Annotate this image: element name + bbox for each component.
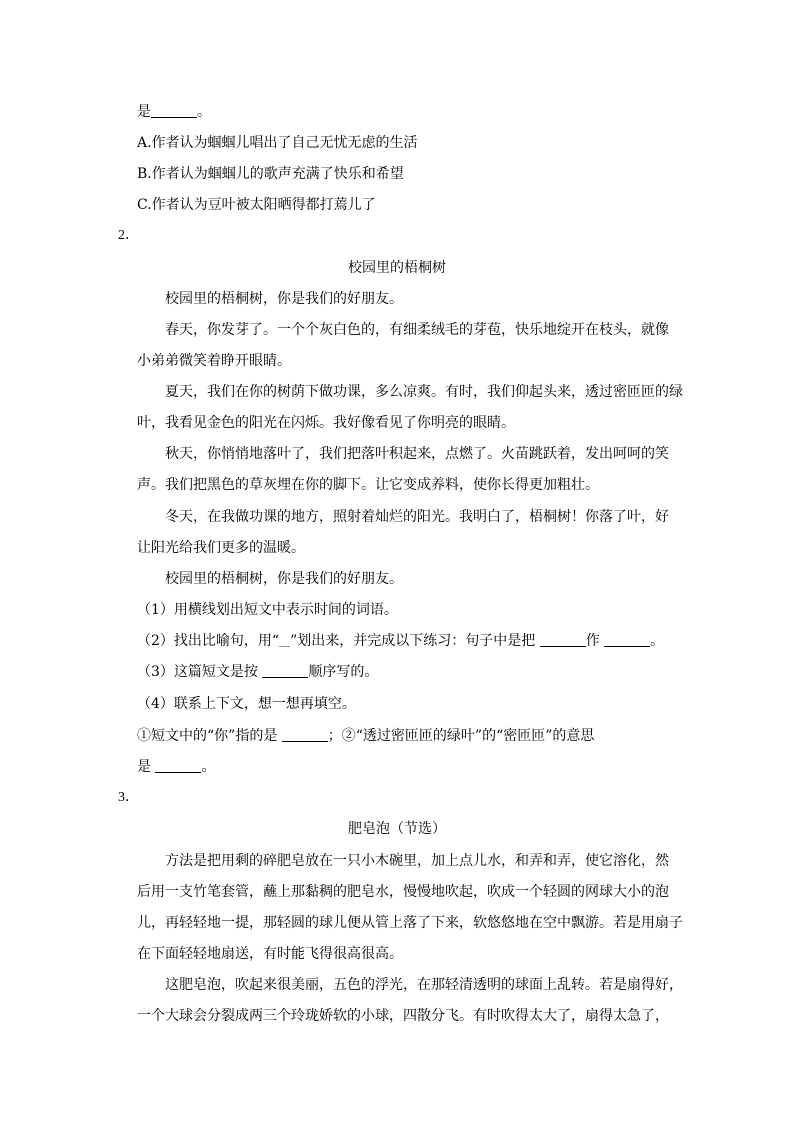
q2-sub4-text-d: 。 [201,759,216,775]
q2-paragraph-line: 声。我们把黑色的草灰埋在你的脚下。让它变成养料，使你长得更加粗壮。 [137,477,599,493]
q2-title: 校园里的梧桐树 [348,260,446,276]
q3-paragraph-line: 方法是把用剩的碎肥皂放在一只小木碗里，加上点儿水，和弄和弄，使它溶化，然 [165,853,669,869]
q2-paragraph-line: 秋天，你悄悄地落叶了，我们把落叶积起来，点燃了。火苗跳跃着，发出呵呵的笑 [165,446,669,462]
q1-prefix: 是 [137,104,151,120]
q2-sub3-text-a: （3）这篇短文是按 [137,664,263,680]
q2-sub2-blank-1[interactable] [540,632,586,647]
q2-paragraph-line: 春天，你发芽了。一个个灰白色的，有细柔绒毛的芽苞，快乐地绽开在枝头，就像 [165,322,669,338]
underline-mark: ＿ [279,635,291,648]
q2-paragraph-line: 冬天，在我做功课的地方，照射着灿烂的阳光。我明白了，梧桐树！你落了叶，好 [165,509,669,525]
q2-subquestion-1: （1）用横线划出短文中表示时间的词语。 [137,602,398,618]
q3-paragraph-line: 后用一支竹笔套管，蘸上那黏稠的肥皂水，慢慢地吹起，吹成一个轻圆的网球大小的泡 [137,884,669,900]
q1-option-b[interactable]: B.作者认为蝈蝈儿的歌声充满了快乐和希望 [137,166,404,182]
q3-paragraph-line: 儿，再轻轻地一提，那轻圆的球儿便从管上落了下来，软悠悠地在空中飘游。若是用扇子 [137,915,683,931]
q2-sub3-blank[interactable] [262,663,308,678]
q3-paragraph-line: 在下面轻轻地扇送，有时能飞得很高很高。 [137,946,403,962]
q2-sub2-text-d: 。 [650,633,665,649]
q1-option-a[interactable]: A.作者认为蝈蝈儿唱出了自己无忧无虑的生活 [137,135,418,151]
q1-answer-line [137,102,211,122]
q2-sub2-text-b: ”划出来，并完成以下练习：句子中是把 [290,633,540,649]
q2-sub4-text-b: ；②“透过密匝匝的绿叶”的“密匝匝”的意思 [327,728,595,744]
q2-sub4-text-c: 是 [137,759,156,775]
q2-sub2-text-a: （2）找出比喻句，用“ [137,633,280,649]
q2-paragraph-line: 让阳光给我们更多的温暖。 [137,540,305,556]
q3-paragraph-line: 这肥皂泡，吹起来很美丽，五色的浮光，在那轻清透明的球面上乱转。若是扇得好， [165,977,683,993]
q2-subquestion-3 [137,662,378,682]
q2-sub2-blank-2[interactable] [604,632,650,647]
q2-sub4-text-a: ①短文中的“你”指的是 [137,728,282,744]
q1-answer-blank[interactable] [151,103,197,118]
q2-subquestion-2 [137,631,664,652]
q2-paragraph-line: 校园里的梧桐树，你是我们的好朋友。 [165,571,403,587]
q2-paragraph-line: 小弟弟微笑着睁开眼睛。 [137,353,291,369]
q1-option-c[interactable]: C.作者认为豆叶被太阳晒得都打蔫儿了 [137,197,376,213]
q3-title: 肥皂泡（节选） [348,821,446,837]
q2-subquestion-4: （4）联系上下文，想一想再填空。 [137,696,356,712]
q2-paragraph-line: 夏天，我们在你的树荫下做功课，多么凉爽。有时，我们仰起头来，透过密匝匝的绿 [165,384,683,400]
q1-suffix: 。 [197,104,211,120]
q2-subquestion-4-part-1 [137,726,594,746]
q2-sub4-blank-2[interactable] [155,758,201,773]
q2-sub2-text-c: 作 [585,633,605,649]
q2-paragraph-line: 校园里的梧桐树，你是我们的好朋友。 [165,291,403,307]
q2-subquestion-4-part-2 [137,757,215,777]
q2-sub3-text-b: 顺序写的。 [308,664,379,680]
q2-sub4-blank-1[interactable] [282,727,328,742]
q2-number: 2． [118,228,139,243]
q3-paragraph-line: 一个大球会分裂成两三个玲珑娇软的小球，四散分飞。有时吹得太大了，扇得太急了， [137,1008,669,1024]
q2-paragraph-line: 叶，我看见金色的阳光在闪烁。我好像看见了你明亮的眼睛。 [137,415,515,431]
q3-number: 3． [118,790,139,805]
